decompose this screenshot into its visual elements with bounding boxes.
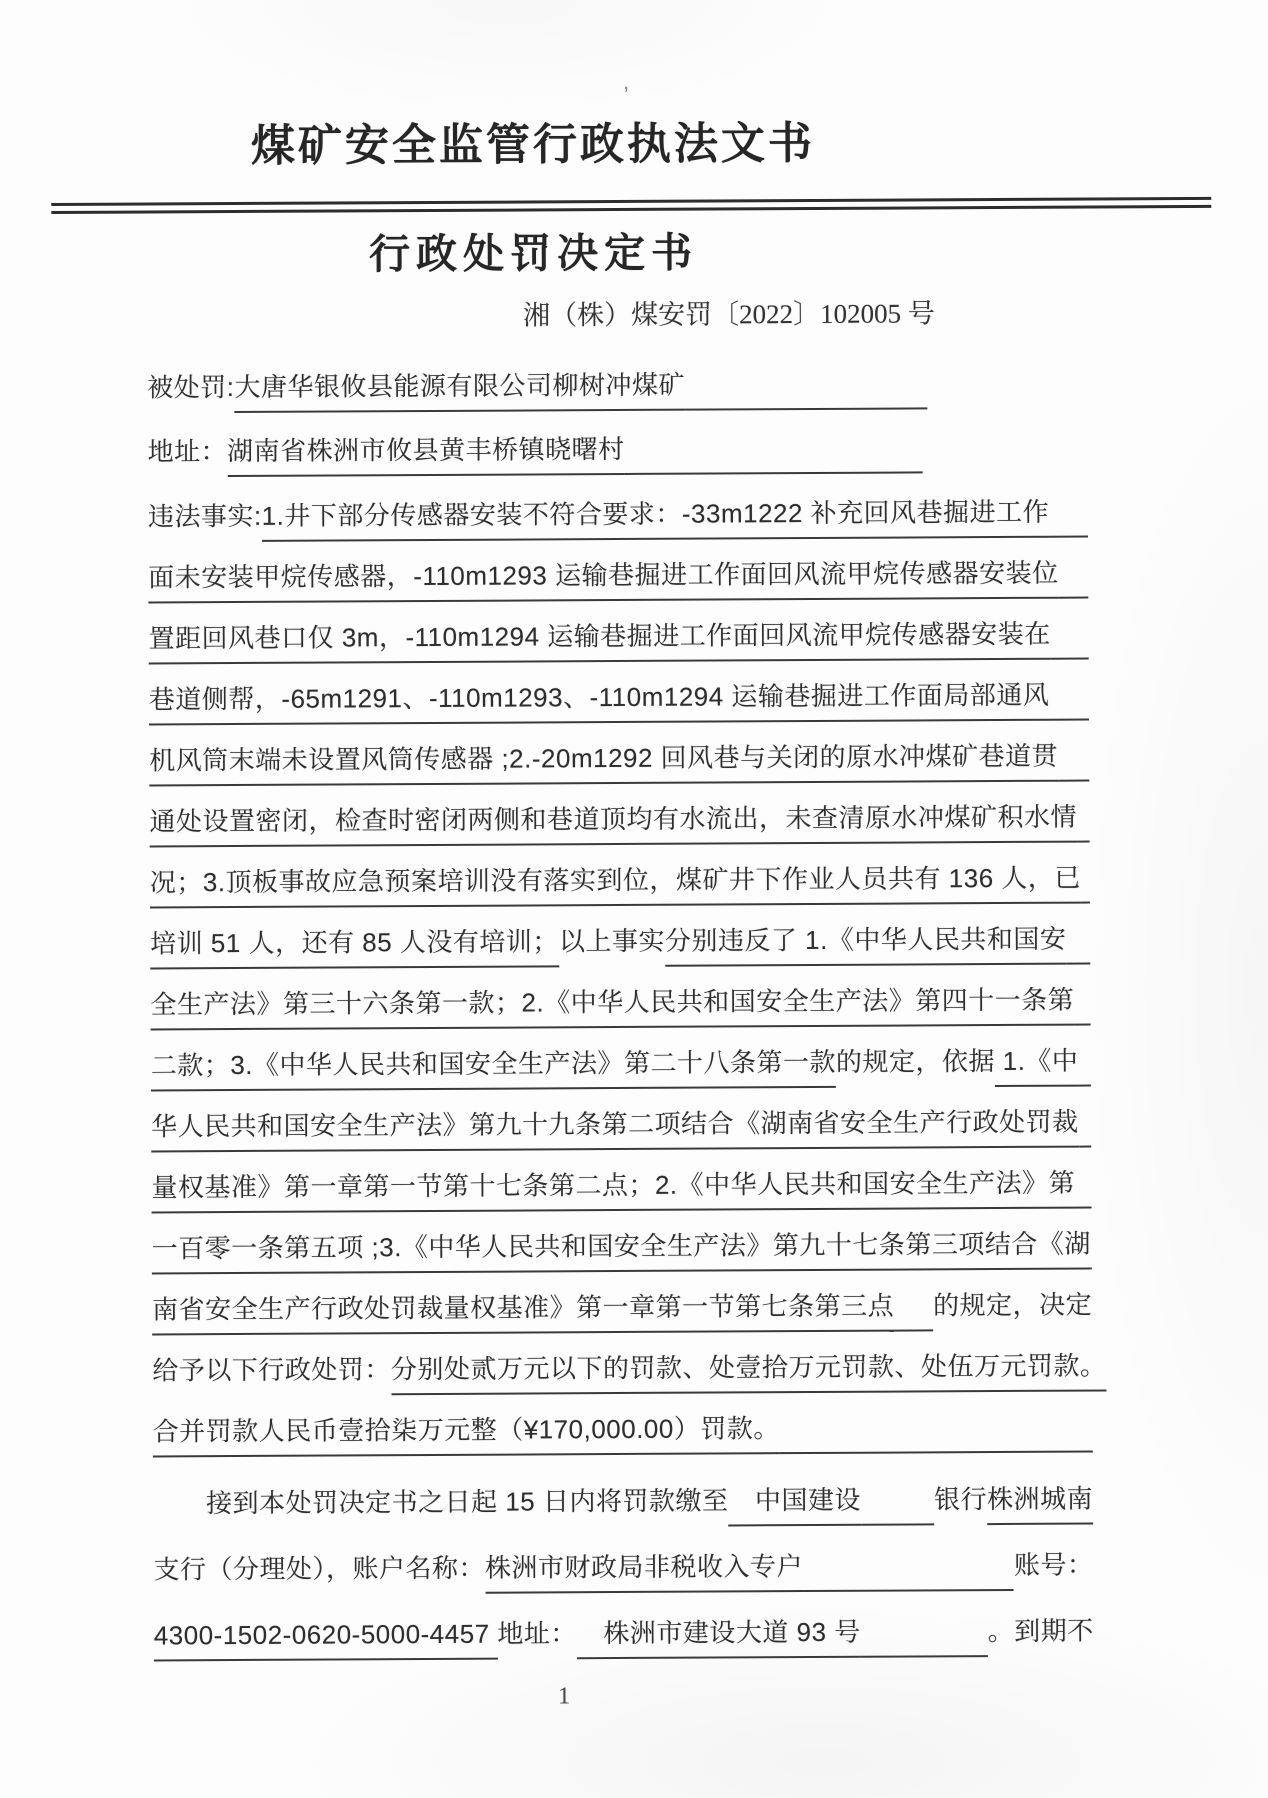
document-number: 湘（株）煤安罚〔2022〕102005 号	[523, 298, 935, 331]
body-line-1	[148, 477, 1088, 543]
field-line-address	[147, 409, 1087, 478]
filled-in-text: 华人民共和国安全生产法》第九十九条第二项结合《湖南省安全生产行政处罚裁	[151, 1105, 1079, 1153]
body-line-7	[150, 843, 1090, 909]
body-line-2	[148, 538, 1088, 604]
fill-in-blank-underline	[1077, 834, 1090, 843]
document-title: 行政处罚决定书	[368, 229, 699, 278]
fill-in-blank-underline	[1078, 1078, 1090, 1087]
filled-in-text: 置距回风巷口仅 3m，-110m1294 运输巷掘进工作面回风流甲烷传感器安装在	[148, 617, 1050, 665]
filled-in-text: 二款；3.《中华人民共和国安全生产法》第二十八条第一款	[151, 1045, 836, 1092]
fill-in-blank-underline	[803, 1582, 1014, 1592]
filled-in-text: 巷道侧帮，-65m1291、-110m1293、-110m1294 运输巷掘进工作面局部通风	[149, 678, 1050, 726]
filled-in-text: 机风筒末端未设置风筒传感器 ;2.-20m1292 回风巷与关闭的原水冲煤矿巷道贯	[149, 739, 1058, 787]
scan-artifact: ’	[623, 81, 629, 107]
body-line-4	[149, 660, 1089, 726]
body-line-3	[148, 599, 1088, 665]
preprinted-text: 银行	[933, 1484, 988, 1515]
body-line-14	[152, 1270, 1092, 1336]
body-line-16	[153, 1392, 1093, 1458]
fill-in-blank-underline	[625, 464, 923, 475]
filled-in-text: 培训 51 人，还有 85 人没有培训；	[150, 924, 559, 969]
fill-in-blank-underline	[1079, 1139, 1092, 1148]
filled-in-text: 分别违反了 1.《中华人民共和国安	[665, 922, 1067, 967]
fill-in-blank-underline	[685, 400, 927, 410]
fill-in-blank-underline	[1075, 1200, 1091, 1209]
violation-facts-section	[147, 477, 1107, 1458]
fill-in-blank-underline	[861, 1516, 934, 1525]
fill-in-blank-underline	[927, 400, 1087, 410]
preprinted-text: 被处罚:	[147, 372, 235, 403]
body-line-8	[150, 904, 1090, 970]
field-line-penalized-party	[147, 345, 1087, 414]
filled-in-text: 通处设置密闭，检查时密闭两侧和巷道顶均有水流出，未查清原水冲煤矿积水情	[149, 800, 1077, 848]
fill-in-blank-underline	[861, 1648, 988, 1658]
header-divider-rule	[51, 197, 1211, 214]
fill-in-blank-underline	[1066, 956, 1090, 965]
fill-in-blank-underline	[894, 1322, 933, 1331]
body-line-12	[151, 1148, 1091, 1214]
body-line-13	[152, 1209, 1092, 1275]
preprinted-text: 的规定，决定	[932, 1289, 1093, 1321]
payment-line-3	[154, 1591, 1094, 1662]
preprinted-text: 地址：	[147, 436, 228, 467]
preprinted-text: 给予以下行政处罚：	[152, 1354, 391, 1386]
page-number: 1	[558, 1683, 571, 1710]
payment-line-1	[153, 1459, 1093, 1530]
preprinted-text: 地址：	[497, 1618, 577, 1649]
recipient-fields-section	[147, 345, 1088, 478]
fill-in-blank-underline	[780, 1444, 1093, 1455]
filled-in-text: 大唐华银攸县能源有限公司柳树冲煤矿	[234, 368, 685, 413]
filled-in-text: 全生产法》第三十六条第一款；2.《中华人民共和国安全生产法》第四十一条第	[150, 983, 1074, 1031]
preprinted-text: 接到本处罚决定书之日起 15 日内将罚款缴至	[153, 1485, 729, 1519]
fill-in-blank-underline	[1091, 1261, 1092, 1270]
body-line-10	[151, 1026, 1091, 1092]
payment-line-2	[153, 1525, 1093, 1596]
filled-in-text: 株洲市财政局非税收入专户	[485, 1549, 803, 1594]
filled-in-text: 湖南省株洲市攸县黄丰桥镇晓曙村	[227, 432, 625, 477]
preprinted-text: 违法事实:	[147, 500, 262, 532]
filled-in-text: 况；3.顶板事故应急预案培训没有落实到位，煤矿井下作业人员共有 136 人，已	[150, 861, 1081, 909]
fill-in-blank-underline	[1049, 712, 1089, 721]
body-line-9	[150, 965, 1090, 1031]
body-line-5	[149, 721, 1089, 787]
filled-in-text: 中国建设	[728, 1483, 861, 1527]
preprinted-text: 以上事实	[558, 925, 665, 957]
filled-in-text: 一百零一条第五项 ;3.《中华人民共和国安全生产法》第九十七条第三项结合《湖	[152, 1227, 1091, 1275]
filled-in-text: 分别处贰万元以下的罚款、处壹拾万元罚款、处伍万元罚款。	[391, 1348, 1107, 1395]
body-line-6	[149, 782, 1089, 848]
fill-in-blank-underline	[1049, 529, 1088, 538]
fill-in-blank-underline	[923, 464, 1088, 474]
fill-in-blank-underline	[1051, 651, 1089, 660]
fill-in-blank-underline	[1074, 1017, 1090, 1026]
body-line-11	[151, 1087, 1091, 1153]
body-line-15	[152, 1331, 1107, 1397]
preprinted-text: 。到期不	[987, 1615, 1094, 1647]
preprinted-text: 的规定，依据	[835, 1046, 996, 1077]
filled-in-text: 株洲城南	[987, 1482, 1093, 1526]
filled-in-text: 1.《中	[995, 1044, 1079, 1087]
payment-instructions-section	[153, 1459, 1094, 1662]
fill-in-blank-underline	[1059, 590, 1089, 599]
preprinted-text: 账号：	[1013, 1549, 1094, 1580]
filled-in-text: 4300-1502-0620-5000-4457	[154, 1617, 498, 1662]
document-content	[146, 81, 1107, 1713]
filled-in-text: 南省安全生产行政处罚裁量权基准》第一章第一节第七条第三点	[152, 1289, 894, 1336]
filled-in-text: 株洲市建设大道 93 号	[577, 1615, 861, 1659]
filled-in-text: 1.井下部分传感器安装不符合要求：-33m1222 补充回风巷掘进工作	[262, 495, 1050, 542]
fill-in-blank-underline	[1058, 773, 1089, 782]
fill-in-blank-underline	[1081, 895, 1090, 904]
filled-in-text: 合并罚款人民币壹拾柒万元整（¥170,000.00）罚款。	[153, 1411, 780, 1457]
filled-in-text: 量权基准》第一章第一节第十七条第二点；2.《中华人民共和国安全生产法》第	[151, 1166, 1075, 1214]
document-category-title: 煤矿安全监管行政执法文书	[250, 118, 816, 171]
preprinted-text: 支行（分理处），账户名称：	[153, 1552, 486, 1585]
filled-in-text: 面未安装甲烷传感器，-110m1293 运输巷掘进工作面回风流甲烷传感器安装位	[148, 556, 1059, 604]
